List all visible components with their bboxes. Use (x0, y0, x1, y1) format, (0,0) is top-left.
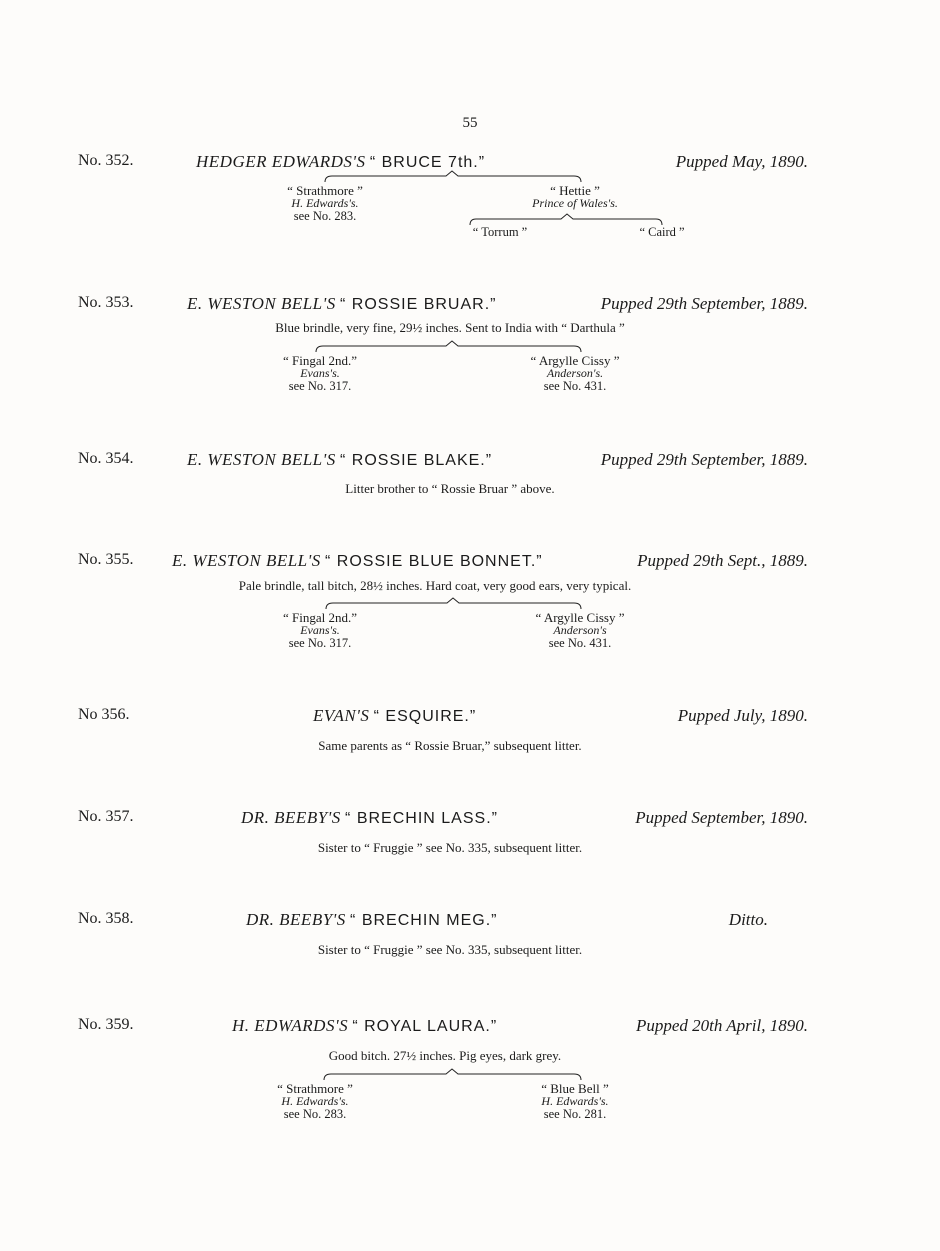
pupped-date: Pupped July, 1890. (677, 706, 808, 725)
owner-name: E. WESTON BELL'S (172, 551, 321, 570)
dog-name: “ BRECHIN MEG.” (350, 912, 498, 929)
dog-name: “ ESQUIRE.” (373, 708, 477, 725)
owner-name: DR. BEEBY'S (241, 808, 341, 827)
dam-block (495, 184, 655, 210)
pupped-date: Pupped 20th April, 1890. (635, 1016, 808, 1035)
dam-owner: Anderson's (553, 623, 607, 637)
entry-number: No. 357. (78, 808, 134, 825)
entry-number: No. 354. (78, 450, 134, 467)
dam-block (500, 1082, 650, 1121)
sire-name: “ Strathmore ” (287, 183, 363, 198)
entry-number: No. 358. (78, 910, 134, 927)
owner-name: H. EDWARDS'S (232, 1016, 349, 1035)
sire-block (245, 1082, 385, 1121)
owner-name: EVAN'S (313, 706, 370, 725)
pupped-date: Pupped May, 1890. (675, 152, 808, 171)
dam-name: “ Argylle Cissy ” (530, 353, 620, 368)
sire-name: “ Fingal 2nd.” (282, 353, 357, 368)
pedigree-bracket (0, 551, 940, 651)
pedigree-bracket (0, 1016, 940, 1116)
entry-description: Sister to “ Fruggie ” see No. 335, subsequent litter. (317, 942, 583, 957)
dog-name: “ ROSSIE BLAKE.” (340, 452, 493, 469)
entry-description: Litter brother to “ Rossie Bruar ” above. (345, 481, 555, 496)
sire-reference: see No. 283. (283, 1107, 347, 1121)
entry-description: Blue brindle, very fine, 29½ inches. Sent to India with “ Darthula ” (275, 320, 625, 335)
entry-number: No. 359. (78, 1016, 134, 1033)
entry-description: Pale brindle, tall bitch, 28½ inches. Hard coat, very good ears, very typical. (238, 578, 632, 593)
dam-reference: see No. 281. (543, 1107, 607, 1121)
dam-sire-name: “ Torrum ” (472, 225, 528, 239)
pupped-date: Pupped 29th September, 1889. (600, 450, 808, 469)
owner-name: E. WESTON BELL'S (187, 450, 336, 469)
entry-description: Good bitch. 27½ inches. Pig eyes, dark grey. (328, 1048, 562, 1063)
dog-name: “ BRUCE 7th.” (369, 154, 486, 171)
dam-name: “ Hettie ” (550, 183, 600, 198)
dam-block (500, 354, 650, 393)
sire-owner: Evans's. (300, 366, 340, 380)
dam-reference: see No. 431. (543, 379, 607, 393)
dam-owner: H. Edwards's. (541, 1094, 609, 1108)
entry-number: No. 355. (78, 551, 134, 568)
dam-name: “ Argylle Cissy ” (535, 610, 625, 625)
entry-description: Same parents as “ Rossie Bruar,” subsequent litter. (318, 738, 582, 753)
entry-number: No. 352. (78, 152, 134, 169)
pupped-date: Pupped 29th September, 1889. (600, 294, 808, 313)
dam-name: “ Blue Bell ” (541, 1081, 609, 1096)
pupped-date: Ditto. (728, 910, 768, 929)
dam-reference: see No. 431. (548, 636, 612, 650)
sire-owner: H. Edwards's. (281, 1094, 349, 1108)
sire-reference: see No. 317. (288, 379, 352, 393)
owner-name: HEDGER EDWARDS'S (196, 152, 366, 171)
entry-title (187, 450, 492, 470)
sire-block (255, 184, 395, 223)
entry-number: No. 353. (78, 294, 134, 311)
dog-name: “ BRECHIN LASS.” (345, 810, 498, 827)
sire-block (250, 611, 390, 650)
pupped-date: Pupped 29th Sept., 1889. (637, 551, 808, 570)
dam-dam-name: “ Caird ” (639, 225, 685, 239)
sire-name: “ Fingal 2nd.” (282, 610, 357, 625)
owner-name: DR. BEEBY'S (246, 910, 346, 929)
sire-name: “ Strathmore ” (277, 1081, 353, 1096)
entry-description: Sister to “ Fruggie ” see No. 335, subsequent litter. (317, 840, 583, 855)
dam-owner: Prince of Wales's. (532, 196, 618, 210)
dog-name: “ ROSSIE BLUE BONNET.” (325, 553, 543, 570)
sire-block (250, 354, 390, 393)
entry-number: No 356. (78, 706, 130, 723)
entry-title (246, 910, 498, 930)
dog-name: “ ROSSIE BRUAR.” (340, 296, 497, 313)
sire-owner: H. Edwards's. (291, 196, 359, 210)
page-number: 55 (462, 115, 478, 131)
entry-title (313, 706, 476, 726)
pedigree-bracket (0, 294, 940, 394)
pupped-date: Pupped September, 1890. (635, 808, 808, 827)
dam-owner: Anderson's. (546, 366, 604, 380)
dog-name: “ ROYAL LAURA.” (352, 1018, 498, 1035)
dam-block (505, 611, 655, 650)
entry-title (241, 808, 498, 828)
owner-name: E. WESTON BELL'S (187, 294, 336, 313)
sire-reference: see No. 283. (293, 209, 357, 223)
sire-reference: see No. 317. (288, 636, 352, 650)
sire-owner: Evans's. (300, 623, 340, 637)
